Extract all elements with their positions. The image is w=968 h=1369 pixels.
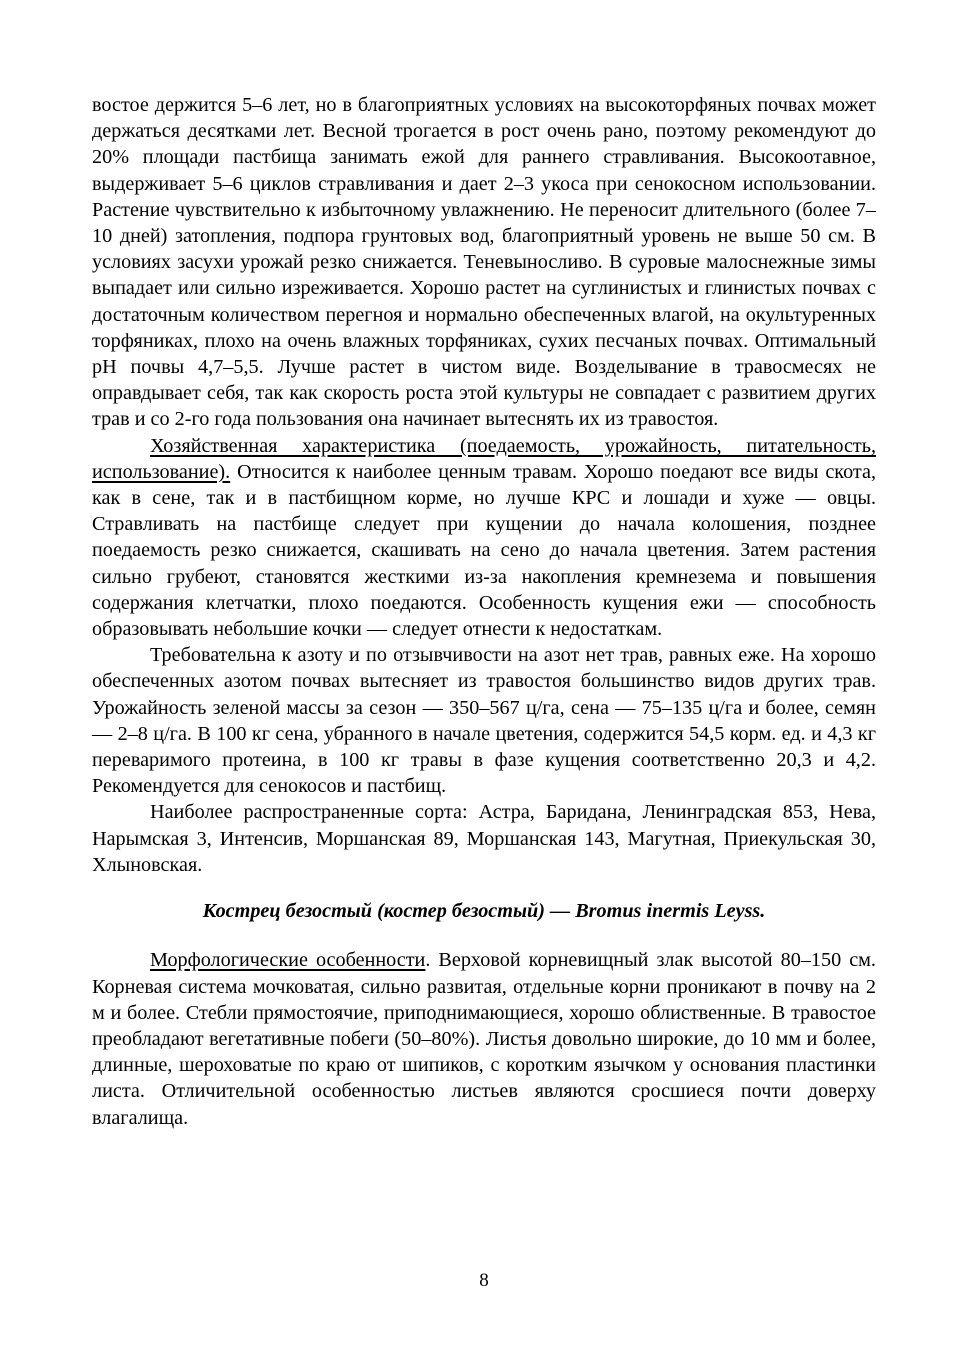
- morphology-text: . Верховой корневищный злак высотой 80–150 см. Корневая система мочковатая, сильно развитая, отдельные корни проникают в почву на 2 м и более. Стебли прямостоячие, приподнимающиеся, хорошо облиственные. В травостое преобладают вегетативные побеги (50–80%). Листья довольно широкие, до 10 мм и более, длинные, шероховатые по краю от шипиков, с коротким язычком у основания пластинки листа. Отличительной особенностью листьев являются сросшиеся почти доверху влагалища.: [92, 949, 876, 1129]
- paragraph-nitrogen-requirements: Требовательна к азоту и по отзывчивости на азот нет трав, равных еже. На хорошо обеспеченных азотом почвах вытесняет из травостоя большинство видов других трав. Урожайность зеленой массы за сезон — 350–567 ц/га, сена — 75–135 ц/га и более, семян — 2–8 ц/га. В 100 кг сена, убранного в начале цветения, содержится 54,5 корм. ед. и 4,3 кг переваримого протеина, в 100 кг травы в фазе кущения соответственно 20,3 и 4,2. Рекомендуется для сенокосов и пастбищ.: [92, 644, 876, 798]
- economic-characteristics-label: Хозяйственная характеристика (поедаемость, урожайность, питательность, использование).: [92, 434, 876, 483]
- section-heading: Кострец безостый (костер безостый) — Bromus inermis Leyss.: [202, 900, 766, 923]
- morphology-label: Морфологические особенности: [150, 949, 426, 972]
- paragraph-economic-characteristics: [92, 433, 876, 643]
- economic-characteristics-text: Относится к наиболее ценным травам. Хорошо поедают все виды скота, как в сене, так и в пастбищном корме, но лучше КРС и лошади и хуже — овцы. Стравливать на пастбище следует при кущении до начала колошения, позднее поедаемость резко снижается, скашивать на сено до начала цветения. Затем растения сильно грубеют, становятся жесткими из-за накопления кремнезема и повышения содержания клетчатки, плохо поедаются. Особенность кущения ежи — способность образовывать небольшие кочки — следует отнести к недостаткам.: [92, 460, 876, 641]
- page-number: 8: [479, 1270, 489, 1291]
- paragraph-morphology: [92, 947, 876, 1130]
- paragraph-varieties: Наиболее распространенные сорта: Астра, Баридана, Ленинградская 853, Нева, Нарымская 3, Интенсив, Моршанская 89, Моршанская 143, Магутная, Приекульская 30, Хлыновская.: [92, 801, 876, 876]
- document-page: [92, 92, 876, 1131]
- paragraph-growth-conditions: востое держится 5–6 лет, но в благоприятных условиях на высокоторфяных почвах может держаться десятками лет. Весной трогается в рост очень рано, поэтому рекомендуют до 20% площади пастбища занимать ежой для раннего стравливания. Высокоотавное, выдерживает 5–6 циклов стравливания и дает 2–3 укоса при сенокосном использовании. Растение чувствительно к избыточному увлажнению. Не переносит длительного (более 7–10 дней) затопления, подпора грунтовых вод, благоприятный уровень не выше 50 см. В условиях засухи урожай резко снижается. Теневыносливо. В суровые малоснежные зимы выпадает или сильно изреживается. Хорошо растет на суглинистых и глинистых почвах с достаточным количеством перегноя и нормально обеспеченных влагой, на окультуренных торфяниках, плохо на очень влажных торфяниках, сухих песчаных почвах. Оптимальный pH почвы 4,7–5,5. Лучше растет в чистом виде. Возделывание в травосмесях не оправдывает себя, так как скорость роста этой культуры не совпадает с развитием других трав и со 2-го года пользования она начинает вытеснять их из травостоя.: [92, 94, 876, 431]
